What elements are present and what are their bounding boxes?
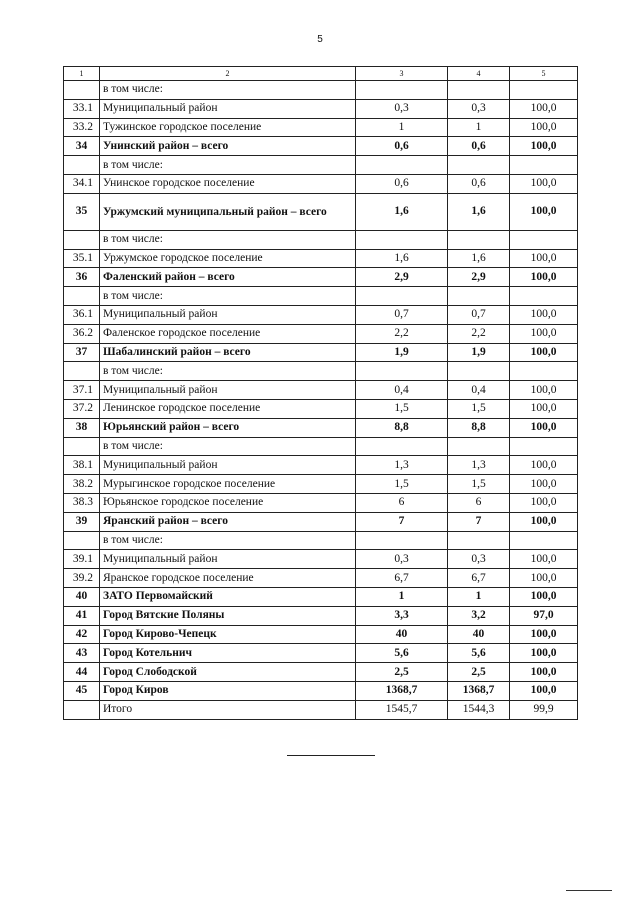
table-row: [64, 587, 578, 606]
value-cell-col5: 100,0: [510, 305, 578, 324]
value-cell-col3: 2,9: [356, 268, 448, 287]
row-number-cell: 37.2: [64, 399, 100, 418]
row-number-cell: 33.2: [64, 118, 100, 137]
value-cell-col5: 100,0: [510, 681, 578, 700]
value-cell-col5: 100,0: [510, 249, 578, 268]
value-cell-col4: 1368,7: [448, 681, 510, 700]
value-cell-col5: [510, 362, 578, 381]
value-cell-col5: 99,9: [510, 700, 578, 719]
table-row: [64, 550, 578, 569]
table-row: [64, 681, 578, 700]
table-row: [64, 381, 578, 400]
row-name-cell: в том числе:: [100, 531, 356, 550]
row-name-cell: Ленинское городское поселение: [100, 399, 356, 418]
value-cell-col3: 1368,7: [356, 681, 448, 700]
row-name-cell: Муниципальный район: [100, 456, 356, 475]
value-cell-col4: 0,7: [448, 305, 510, 324]
value-cell-col5: 100,0: [510, 644, 578, 663]
value-cell-col5: [510, 531, 578, 550]
row-number-cell: [64, 700, 100, 719]
value-cell-col3: 1,6: [356, 193, 448, 230]
value-cell-col4: 0,4: [448, 381, 510, 400]
row-number-cell: 35: [64, 193, 100, 230]
value-cell-col5: [510, 81, 578, 100]
value-cell-col4: 1: [448, 118, 510, 137]
value-cell-col3: [356, 81, 448, 100]
value-cell-col5: 100,0: [510, 456, 578, 475]
table-row: [64, 606, 578, 625]
value-cell-col4: 1,6: [448, 249, 510, 268]
row-name-cell: Муниципальный район: [100, 305, 356, 324]
table-row: [64, 475, 578, 494]
value-cell-col4: [448, 287, 510, 306]
table-row: [64, 268, 578, 287]
table-row: [64, 625, 578, 644]
header-cell: 2: [100, 67, 356, 81]
value-cell-col3: 0,6: [356, 174, 448, 193]
row-number-cell: 34.1: [64, 174, 100, 193]
table-row: [64, 362, 578, 381]
value-cell-col4: 5,6: [448, 644, 510, 663]
value-cell-col5: [510, 230, 578, 249]
value-cell-col3: [356, 531, 448, 550]
row-name-cell: Шабалинский район – всего: [100, 343, 356, 362]
value-cell-col3: 0,7: [356, 305, 448, 324]
value-cell-col4: [448, 81, 510, 100]
value-cell-col4: 7: [448, 512, 510, 531]
value-cell-col3: [356, 362, 448, 381]
data-table: [63, 66, 578, 720]
value-cell-col3: 8,8: [356, 418, 448, 437]
row-name-cell: Город Кирово-Чепецк: [100, 625, 356, 644]
row-name-cell: Муниципальный район: [100, 550, 356, 569]
value-cell-col5: 100,0: [510, 324, 578, 343]
value-cell-col4: 3,2: [448, 606, 510, 625]
value-cell-col4: 0,3: [448, 550, 510, 569]
value-cell-col4: 0,6: [448, 137, 510, 156]
row-number-cell: 45: [64, 681, 100, 700]
row-name-cell: в том числе:: [100, 362, 356, 381]
row-name-cell: в том числе:: [100, 437, 356, 456]
header-cell: 1: [64, 67, 100, 81]
row-name-cell: Фаленское городское поселение: [100, 324, 356, 343]
value-cell-col3: 2,5: [356, 663, 448, 682]
row-number-cell: 38.1: [64, 456, 100, 475]
value-cell-col4: [448, 230, 510, 249]
value-cell-col5: 100,0: [510, 512, 578, 531]
value-cell-col3: 6,7: [356, 569, 448, 588]
table-row: [64, 663, 578, 682]
header-cell: 5: [510, 67, 578, 81]
row-name-cell: Итого: [100, 700, 356, 719]
value-cell-col4: [448, 362, 510, 381]
table-row: [64, 287, 578, 306]
value-cell-col3: 1: [356, 587, 448, 606]
value-cell-col4: 0,3: [448, 99, 510, 118]
value-cell-col3: 6: [356, 493, 448, 512]
value-cell-col5: 100,0: [510, 625, 578, 644]
table-body: [64, 67, 578, 720]
row-name-cell: Унинское городское поселение: [100, 174, 356, 193]
row-name-cell: в том числе:: [100, 230, 356, 249]
table-row: [64, 249, 578, 268]
value-cell-col3: 2,2: [356, 324, 448, 343]
value-cell-col4: [448, 437, 510, 456]
row-number-cell: 39: [64, 512, 100, 531]
value-cell-col5: 100,0: [510, 663, 578, 682]
row-number-cell: 36.2: [64, 324, 100, 343]
row-name-cell: Город Вятские Поляны: [100, 606, 356, 625]
table-row: [64, 644, 578, 663]
value-cell-col3: 40: [356, 625, 448, 644]
table-row: [64, 137, 578, 156]
table-row: [64, 193, 578, 230]
value-cell-col5: 100,0: [510, 174, 578, 193]
value-cell-col5: 100,0: [510, 343, 578, 362]
row-name-cell: Яранский район – всего: [100, 512, 356, 531]
value-cell-col3: 0,6: [356, 137, 448, 156]
table-row: [64, 118, 578, 137]
value-cell-col3: 1545,7: [356, 700, 448, 719]
row-number-cell: 36: [64, 268, 100, 287]
row-name-cell: в том числе:: [100, 156, 356, 175]
value-cell-col5: [510, 156, 578, 175]
row-name-cell: Унинский район – всего: [100, 137, 356, 156]
row-number-cell: [64, 362, 100, 381]
value-cell-col3: 1,3: [356, 456, 448, 475]
value-cell-col3: 0,3: [356, 99, 448, 118]
table-row: [64, 399, 578, 418]
page-number: 5: [317, 34, 323, 45]
value-cell-col5: 100,0: [510, 587, 578, 606]
row-name-cell: Муниципальный район: [100, 99, 356, 118]
value-cell-col5: 100,0: [510, 493, 578, 512]
row-number-cell: 37: [64, 343, 100, 362]
row-number-cell: [64, 230, 100, 249]
table-row: [64, 437, 578, 456]
value-cell-col4: 1544,3: [448, 700, 510, 719]
row-number-cell: 39.1: [64, 550, 100, 569]
row-name-cell: Тужинское городское поселение: [100, 118, 356, 137]
value-cell-col5: 100,0: [510, 399, 578, 418]
value-cell-col4: 1,5: [448, 399, 510, 418]
column-number-header: [64, 67, 578, 81]
value-cell-col5: 97,0: [510, 606, 578, 625]
value-cell-col4: 2,2: [448, 324, 510, 343]
value-cell-col5: 100,0: [510, 569, 578, 588]
value-cell-col4: 1,3: [448, 456, 510, 475]
value-cell-col5: 100,0: [510, 118, 578, 137]
row-name-cell: Юрьянское городское поселение: [100, 493, 356, 512]
table-row: [64, 343, 578, 362]
row-name-cell: в том числе:: [100, 81, 356, 100]
value-cell-col3: [356, 230, 448, 249]
value-cell-col3: [356, 156, 448, 175]
value-cell-col3: 7: [356, 512, 448, 531]
value-cell-col5: 100,0: [510, 137, 578, 156]
value-cell-col3: [356, 287, 448, 306]
row-number-cell: [64, 437, 100, 456]
value-cell-col3: 1,5: [356, 475, 448, 494]
value-cell-col3: 3,3: [356, 606, 448, 625]
row-number-cell: [64, 81, 100, 100]
row-number-cell: 42: [64, 625, 100, 644]
value-cell-col3: 5,6: [356, 644, 448, 663]
row-number-cell: 35.1: [64, 249, 100, 268]
table-row: [64, 156, 578, 175]
value-cell-col3: 1: [356, 118, 448, 137]
value-cell-col4: 0,6: [448, 174, 510, 193]
row-name-cell: Город Слободской: [100, 663, 356, 682]
value-cell-col5: 100,0: [510, 381, 578, 400]
row-number-cell: 38.2: [64, 475, 100, 494]
table-row: [64, 324, 578, 343]
value-cell-col5: 100,0: [510, 268, 578, 287]
row-name-cell: Город Котельнич: [100, 644, 356, 663]
row-number-cell: 33.1: [64, 99, 100, 118]
value-cell-col4: 8,8: [448, 418, 510, 437]
row-name-cell: Уржумский муниципальный район – всего: [100, 193, 356, 230]
value-cell-col5: 100,0: [510, 550, 578, 569]
value-cell-col4: 1,5: [448, 475, 510, 494]
row-number-cell: [64, 156, 100, 175]
value-cell-col3: 1,5: [356, 399, 448, 418]
value-cell-col3: [356, 437, 448, 456]
table-row: [64, 493, 578, 512]
value-cell-col5: 100,0: [510, 475, 578, 494]
value-cell-col4: [448, 156, 510, 175]
row-number-cell: 41: [64, 606, 100, 625]
value-cell-col4: 2,5: [448, 663, 510, 682]
row-number-cell: [64, 287, 100, 306]
row-name-cell: Фаленский район – всего: [100, 268, 356, 287]
value-cell-col3: 1,9: [356, 343, 448, 362]
header-cell: 4: [448, 67, 510, 81]
row-name-cell: в том числе:: [100, 287, 356, 306]
table-row: [64, 418, 578, 437]
value-cell-col4: 6,7: [448, 569, 510, 588]
table-row: [64, 512, 578, 531]
row-number-cell: 44: [64, 663, 100, 682]
value-cell-col3: 0,4: [356, 381, 448, 400]
value-cell-col5: 100,0: [510, 99, 578, 118]
value-cell-col5: [510, 437, 578, 456]
value-cell-col3: 1,6: [356, 249, 448, 268]
row-number-cell: 40: [64, 587, 100, 606]
end-rule: [287, 755, 375, 756]
row-number-cell: 38: [64, 418, 100, 437]
header-cell: 3: [356, 67, 448, 81]
row-name-cell: ЗАТО Первомайский: [100, 587, 356, 606]
row-name-cell: Муниципальный район: [100, 381, 356, 400]
table-row: [64, 456, 578, 475]
value-cell-col4: 2,9: [448, 268, 510, 287]
value-cell-col5: 100,0: [510, 193, 578, 230]
table-row: [64, 700, 578, 719]
row-name-cell: Город Киров: [100, 681, 356, 700]
row-number-cell: 43: [64, 644, 100, 663]
table-row: [64, 99, 578, 118]
value-cell-col4: 40: [448, 625, 510, 644]
value-cell-col3: 0,3: [356, 550, 448, 569]
value-cell-col4: 1,9: [448, 343, 510, 362]
corner-mark: [566, 890, 612, 891]
row-name-cell: Уржумское городское поселение: [100, 249, 356, 268]
row-name-cell: Юрьянский район – всего: [100, 418, 356, 437]
row-name-cell: Яранское городское поселение: [100, 569, 356, 588]
value-cell-col4: 1,6: [448, 193, 510, 230]
row-number-cell: 39.2: [64, 569, 100, 588]
value-cell-col5: 100,0: [510, 418, 578, 437]
row-name-cell: Мурыгинское городское поселение: [100, 475, 356, 494]
row-number-cell: 36.1: [64, 305, 100, 324]
table-row: [64, 305, 578, 324]
row-number-cell: 34: [64, 137, 100, 156]
table-row: [64, 174, 578, 193]
row-number-cell: 37.1: [64, 381, 100, 400]
value-cell-col4: 1: [448, 587, 510, 606]
value-cell-col4: 6: [448, 493, 510, 512]
table-row: [64, 531, 578, 550]
row-number-cell: 38.3: [64, 493, 100, 512]
row-number-cell: [64, 531, 100, 550]
value-cell-col4: [448, 531, 510, 550]
table-row: [64, 81, 578, 100]
table-row: [64, 230, 578, 249]
value-cell-col5: [510, 287, 578, 306]
table-row: [64, 569, 578, 588]
